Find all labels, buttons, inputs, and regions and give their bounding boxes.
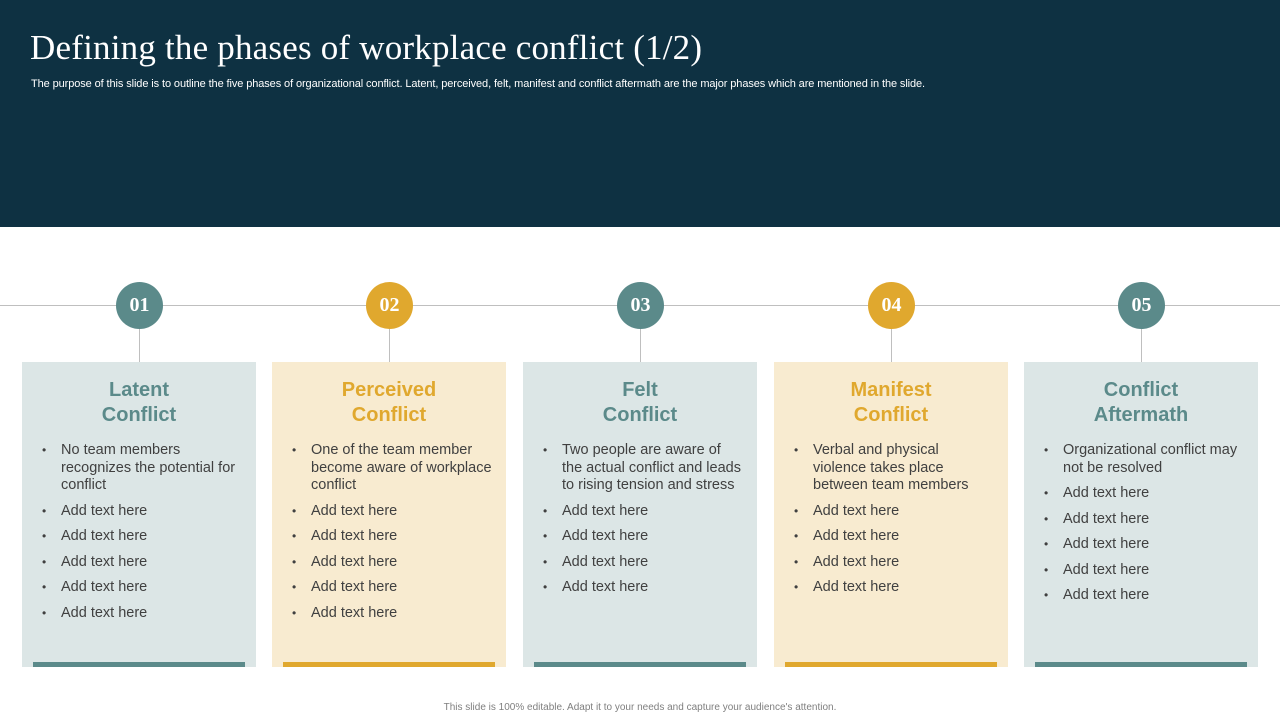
list-item: • Add text here	[794, 554, 994, 572]
phase-perceived-conflict	[272, 282, 506, 668]
phase-title	[22, 378, 256, 428]
list-item: • Add text here	[543, 554, 743, 572]
phase-card-accent-bar	[534, 662, 746, 667]
list-item: • One of the team member become aware of workplace conflict	[292, 442, 492, 495]
list-item: • Add text here	[794, 528, 994, 546]
phase-title-line1: Latent	[109, 379, 169, 401]
phase-card	[523, 362, 757, 667]
phase-conflict-aftermath	[1024, 282, 1258, 668]
phase-title	[1024, 378, 1258, 428]
list-item: • Add text here	[292, 579, 492, 597]
phase-bullet-list	[1044, 442, 1244, 613]
list-item: • Add text here	[42, 503, 242, 521]
list-item: • Verbal and physical violence takes place between team members	[794, 442, 994, 495]
phase-connector	[640, 329, 641, 362]
list-item: • Add text here	[1044, 511, 1244, 529]
phase-connector	[891, 329, 892, 362]
page-title: Defining the phases of workplace conflict (1/2)	[30, 28, 703, 67]
phase-connector	[1141, 329, 1142, 362]
list-item: • Add text here	[1044, 485, 1244, 503]
phase-bullet-list	[794, 442, 994, 605]
list-item: • Add text here	[42, 605, 242, 623]
list-item: • Add text here	[292, 554, 492, 572]
phase-title-line2: Conflict	[853, 404, 929, 426]
phase-number-badge: 05	[1118, 282, 1165, 329]
footer-note: This slide is 100% editable. Adapt it to your needs and capture your audience's attention.	[443, 702, 837, 713]
list-item: • Add text here	[42, 528, 242, 546]
list-item: • Add text here	[292, 528, 492, 546]
list-item: • Add text here	[1044, 562, 1244, 580]
phase-title-line2: Conflict	[602, 404, 678, 426]
phase-card	[1024, 362, 1258, 667]
list-item: • Add text here	[543, 503, 743, 521]
phase-card-accent-bar	[1035, 662, 1247, 667]
list-item: • Organizational conflict may not be resolved	[1044, 442, 1244, 477]
phase-card	[22, 362, 256, 667]
phase-title	[523, 378, 757, 428]
phase-number-badge: 01	[116, 282, 163, 329]
phase-card	[272, 362, 506, 667]
list-item: • Add text here	[1044, 587, 1244, 605]
list-item: • Add text here	[1044, 536, 1244, 554]
list-item: • Add text here	[292, 605, 492, 623]
phase-card-accent-bar	[785, 662, 997, 667]
list-item: • Add text here	[543, 579, 743, 597]
phase-connector	[139, 329, 140, 362]
phase-title-line2: Conflict	[101, 404, 177, 426]
page-subtitle: The purpose of this slide is to outline the five phases of organizational conflict. Latent, perceived, felt, manifest and conflict aftermath are the major phases which are mentioned in the slide.	[31, 78, 926, 90]
phase-number-badge: 02	[366, 282, 413, 329]
phase-title-line2: Conflict	[351, 404, 427, 426]
list-item: • Two people are aware of the actual conflict and leads to rising tension and stress	[543, 442, 743, 495]
list-item: • Add text here	[543, 528, 743, 546]
phase-title-line2: Aftermath	[1093, 404, 1189, 426]
phase-number-badge: 03	[617, 282, 664, 329]
header-banner	[0, 0, 1280, 227]
list-item: • Add text here	[42, 554, 242, 572]
phase-title-line1: Conflict	[1103, 379, 1179, 401]
phase-latent-conflict	[22, 282, 256, 668]
phase-title-line1: Manifest	[850, 379, 932, 401]
list-item: • No team members recognizes the potential for conflict	[42, 442, 242, 495]
list-item: • Add text here	[292, 503, 492, 521]
phase-card	[774, 362, 1008, 667]
phase-bullet-list	[42, 442, 242, 630]
phase-bullet-list	[292, 442, 492, 630]
phase-number-badge: 04	[868, 282, 915, 329]
phase-title-line1: Felt	[622, 379, 658, 401]
phase-manifest-conflict	[774, 282, 1008, 668]
phase-title-line1: Perceived	[341, 379, 437, 401]
phase-title	[272, 378, 506, 428]
list-item: • Add text here	[794, 503, 994, 521]
phase-card-accent-bar	[283, 662, 495, 667]
phase-connector	[389, 329, 390, 362]
list-item: • Add text here	[42, 579, 242, 597]
phase-title	[774, 378, 1008, 428]
phase-felt-conflict	[523, 282, 757, 668]
phase-card-accent-bar	[33, 662, 245, 667]
phase-bullet-list	[543, 442, 743, 605]
list-item: • Add text here	[794, 579, 994, 597]
